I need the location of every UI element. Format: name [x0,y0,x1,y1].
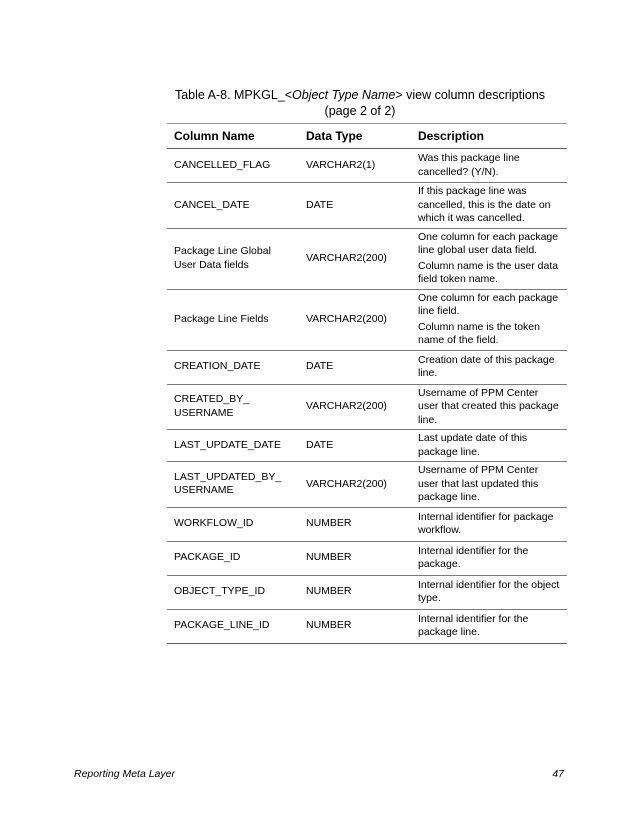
cell-description [411,384,567,430]
cell-data-type: DATE [299,183,411,229]
cell-description [411,541,567,575]
table-row [167,289,567,350]
cell-column-name: WORKFLOW_ID [167,507,299,541]
description-paragraph: One column for each package line global user data field. [418,230,559,256]
cell-description [411,430,567,462]
header-row [167,124,567,149]
cell-data-type: VARCHAR2(200) [299,289,411,350]
description-paragraph: Username of PPM Center user that last updated this package line. [418,464,539,503]
caption-object-type: Object Type Name [292,88,396,102]
cell-description [411,507,567,541]
cell-description [411,462,567,508]
cell-data-type: VARCHAR2(1) [299,149,411,183]
table-row [167,228,567,289]
description-paragraph: If this package line was cancelled, this is the date on which it was cancelled. [418,185,551,224]
cell-description [411,183,567,229]
table-row [167,462,567,508]
cell-data-type: VARCHAR2(200) [299,228,411,289]
description-paragraph: Internal identifier for the object type. [418,578,560,604]
cell-data-type: NUMBER [299,541,411,575]
description-paragraph: Creation date of this package line. [418,353,555,379]
table-row [167,507,567,541]
table-row [167,183,567,229]
cell-column-name: CANCEL_DATE [167,183,299,229]
cell-description [411,609,567,643]
cell-column-name: OBJECT_TYPE_ID [167,575,299,609]
description-paragraph: Username of PPM Center user that created this package line. [418,386,559,426]
cell-column-name: LAST_UPDATE_DATE [167,430,299,462]
description-paragraph: Column name is the user data field token name. [418,259,559,285]
data-table [167,123,567,644]
footer-section-title: Reporting Meta Layer [74,768,175,780]
caption-line-1 [140,87,580,103]
description-paragraph: Was this package line cancelled? (Y/N). [418,152,520,178]
table-row [167,384,567,430]
cell-column-name: CANCELLED_FLAG [167,149,299,183]
table-row [167,350,567,384]
table-header [167,124,567,149]
table-row [167,575,567,609]
cell-description [411,350,567,384]
table-row [167,149,567,183]
cell-column-name: CREATED_BY_ USERNAME [167,384,299,430]
description-paragraph: Last update date of this package line. [418,432,528,458]
cell-column-name: Package Line Fields [167,289,299,350]
cell-data-type: VARCHAR2(200) [299,462,411,508]
cell-description [411,228,567,289]
header-data-type: Data Type [299,124,411,149]
cell-description [411,289,567,350]
caption-prefix: Table A-8. MPKGL_< [174,88,293,102]
table-row [167,430,567,462]
cell-column-name: PACKAGE_ID [167,541,299,575]
cell-data-type: NUMBER [299,507,411,541]
cell-data-type: DATE [299,350,411,384]
table-caption [140,87,580,119]
cell-column-name: LAST_UPDATED_BY_ USERNAME [167,462,299,508]
cell-data-type: NUMBER [299,609,411,643]
table-row [167,541,567,575]
cell-description [411,149,567,183]
header-column-name: Column Name [167,124,299,149]
cell-column-name: Package Line Global User Data fields [167,228,299,289]
description-paragraph: Internal identifier for the package. [418,544,529,570]
column-descriptions-table [167,123,567,644]
caption-suffix: > view column descriptions [395,88,546,102]
header-description: Description [411,124,567,149]
cell-description [411,575,567,609]
footer-page-number: 47 [552,768,564,780]
caption-line-2: (page 2 of 2) [324,104,396,118]
cell-data-type: DATE [299,430,411,462]
cell-data-type: NUMBER [299,575,411,609]
table-body [167,149,567,644]
description-paragraph: Internal identifier for package workflow. [418,510,554,536]
cell-column-name: CREATION_DATE [167,350,299,384]
table-row [167,609,567,643]
cell-data-type: VARCHAR2(200) [299,384,411,430]
description-paragraph: Column name is the token name of the field. [418,320,540,346]
cell-column-name: PACKAGE_LINE_ID [167,609,299,643]
description-paragraph: One column for each package line field. [418,291,559,317]
description-paragraph: Internal identifier for the package line. [418,612,529,638]
